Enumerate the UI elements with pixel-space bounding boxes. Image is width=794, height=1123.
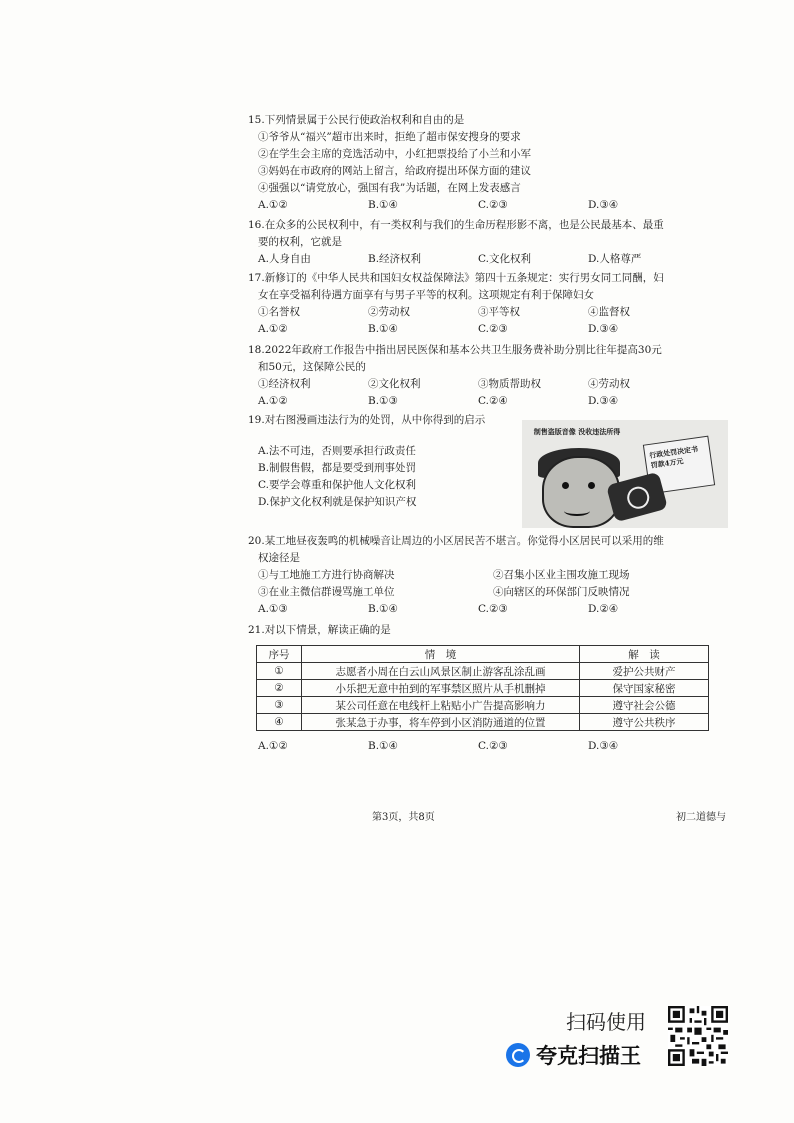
scanner-brand-name: 夸克扫描王: [536, 1044, 641, 1068]
question-21-table: [256, 645, 709, 731]
option-d: D.②④: [588, 603, 619, 615]
cartoon-eye-right: [588, 482, 595, 489]
question-21-options: [248, 738, 728, 755]
item-3: ③在业主微信群谩骂施工单位: [258, 586, 395, 598]
table-cell: 小乐把无意中拍到的军事禁区照片从手机删掉: [302, 680, 580, 697]
item-3: ③物质帮助权: [478, 378, 541, 390]
table-cell: 某公司任意在电线杆上粘贴小广告提高影响力: [302, 697, 580, 714]
table-row: [257, 663, 709, 680]
question-19-option-d: D.保护文化权利就是保护知识产权: [258, 496, 417, 508]
question-20-stem-1: 20.某工地昼夜轰鸣的机械噪音让周边的小区居民苦不堪言。你觉得小区居民可以采用的维: [248, 535, 664, 547]
item-2: ②召集小区业主围攻施工现场: [493, 569, 630, 581]
option-c: C.②④: [478, 395, 508, 407]
question-21-stem: 21.对以下情景，解读正确的是: [248, 624, 391, 636]
question-17: [248, 270, 728, 338]
question-21: [248, 622, 728, 639]
table-cell: 志愿者小周在白云山风景区制止游客乱涂乱画: [302, 663, 580, 680]
option-c: C.②③: [478, 603, 508, 615]
question-18: [248, 342, 728, 410]
qr-code-icon[interactable]: [668, 1006, 728, 1066]
option-a: A.人身自由: [258, 253, 311, 265]
scan-to-use-text: 扫码使用: [566, 1010, 646, 1034]
option-b: B.①④: [368, 199, 398, 211]
cartoon-eye-left: [562, 482, 569, 489]
option-d: D.③④: [588, 199, 619, 211]
table-header-row: [257, 646, 709, 663]
option-c: C.②③: [478, 199, 508, 211]
item-1: ①经济权利: [258, 378, 311, 390]
table-cell: ①: [257, 663, 302, 680]
option-d: D.③④: [588, 395, 619, 407]
cartoon-image: [522, 420, 728, 528]
option-a: A.①②: [258, 395, 288, 407]
question-15-stem: 15.下列情景属于公民行使政治权利和自由的是: [248, 114, 465, 126]
question-15: [248, 112, 728, 214]
option-d: D.③④: [588, 740, 619, 752]
option-a: A.①③: [258, 603, 288, 615]
table-row: [257, 680, 709, 697]
question-16-options: [248, 251, 728, 268]
question-16-stem-1: 16.在众多的公民权利中，有一类权利与我们的生命历程形影不离，也是公民最基本、最重: [248, 219, 664, 231]
question-16-stem-2: 要的权利，它就是: [258, 236, 342, 248]
item-1: ①名誉权: [258, 306, 300, 318]
item-4: ④向辖区的环保部门反映情况: [493, 586, 630, 598]
question-19-option-c: C.要学会尊重和保护他人文化权利: [258, 479, 416, 491]
quark-logo-icon: [506, 1043, 530, 1067]
question-17-options: [248, 321, 728, 338]
option-b: B.①③: [368, 395, 398, 407]
option-b: B.①④: [368, 603, 398, 615]
option-a: A.①②: [258, 199, 288, 211]
table-cell: 遵守公共秩序: [580, 714, 709, 731]
scanner-brand: [506, 1040, 641, 1070]
question-17-stem-1: 17.新修订的《中华人民共和国妇女权益保障法》第四十五条规定：实行男女同工同酬，妇: [248, 272, 664, 284]
question-21-options-wrap: [248, 738, 728, 755]
question-15-item-2: ②在学生会主席的竞选活动中，小红把票投给了小兰和小军: [258, 148, 531, 160]
question-20: [248, 533, 728, 618]
header-index: 序号: [257, 646, 302, 663]
question-16: [248, 217, 728, 268]
item-1: ①与工地施工方进行协商解决: [258, 569, 395, 581]
footer-subject: 初二道德与: [676, 812, 726, 823]
question-18-options: [248, 393, 728, 410]
question-17-stem-2: 女在享受福利待遇方面享有与男子平等的权利。这项规定有利于保障妇女: [258, 289, 594, 301]
option-a: A.①②: [258, 323, 288, 335]
option-c: C.文化权利: [478, 253, 531, 265]
question-17-items: [248, 304, 728, 321]
question-19-stem: 19.对右图漫画违法行为的处罚，从中你得到的启示: [248, 414, 486, 426]
table-cell: 张某急于办事，将车停到小区消防通道的位置: [302, 714, 580, 731]
option-b: B.①④: [368, 740, 398, 752]
header-interpretation: 解 读: [580, 646, 709, 663]
option-c: C.②③: [478, 323, 508, 335]
option-b: B.①④: [368, 323, 398, 335]
cartoon-penalty-paper: 行政处罚决定书 罚款4万元: [643, 436, 715, 495]
question-20-options: [248, 601, 728, 618]
table-cell: 保守国家秘密: [580, 680, 709, 697]
cartoon-sign: 制售盗版音像 没收违法所得: [533, 427, 621, 436]
question-15-item-1: ①爷爷从“福兴”超市出来时，拒绝了超市保安搜身的要求: [258, 131, 521, 143]
table-cell: 爱护公共财产: [580, 663, 709, 680]
question-18-items: [248, 376, 728, 393]
table-cell: ②: [257, 680, 302, 697]
table-cell: ④: [257, 714, 302, 731]
item-4: ④监督权: [588, 306, 630, 318]
question-15-item-4: ④强强以“请党放心，强国有我”为话题，在网上发表感言: [258, 182, 521, 194]
question-18-stem-2: 和50元，这保障公民的: [258, 361, 366, 373]
option-b: B.经济权利: [368, 253, 422, 265]
item-2: ②劳动权: [368, 306, 410, 318]
item-3: ③平等权: [478, 306, 520, 318]
table-row: [257, 697, 709, 714]
question-20-items-row-1: [248, 567, 728, 584]
question-15-item-3: ③妈妈在市政府的网站上留言，给政府提出环保方面的建议: [258, 165, 531, 177]
item-2: ②文化权利: [368, 378, 421, 390]
question-19-option-b: B.制假售假，都是要受到刑事处罚: [258, 462, 417, 474]
page-number: 第3页，共8页: [372, 812, 435, 823]
question-20-items-row-2: [248, 584, 728, 601]
table-cell: 遵守社会公德: [580, 697, 709, 714]
question-19-option-a: A.法不可违，否则要承担行政责任: [258, 445, 416, 457]
header-situation: 情 境: [302, 646, 580, 663]
item-4: ④劳动权: [588, 378, 630, 390]
table-row: [257, 714, 709, 731]
option-d: D.③④: [588, 323, 619, 335]
question-20-stem-2: 权途径是: [258, 552, 300, 564]
option-d: D.人格尊严: [588, 253, 642, 265]
question-15-options: [248, 197, 728, 214]
option-c: C.②③: [478, 740, 508, 752]
table-cell: ③: [257, 697, 302, 714]
option-a: A.①②: [258, 740, 288, 752]
cartoon-mouth: [564, 506, 590, 516]
question-18-stem-1: 18.2022年政府工作报告中指出居民医保和基本公共卫生服务费补助分别比往年提高30元: [248, 344, 662, 356]
